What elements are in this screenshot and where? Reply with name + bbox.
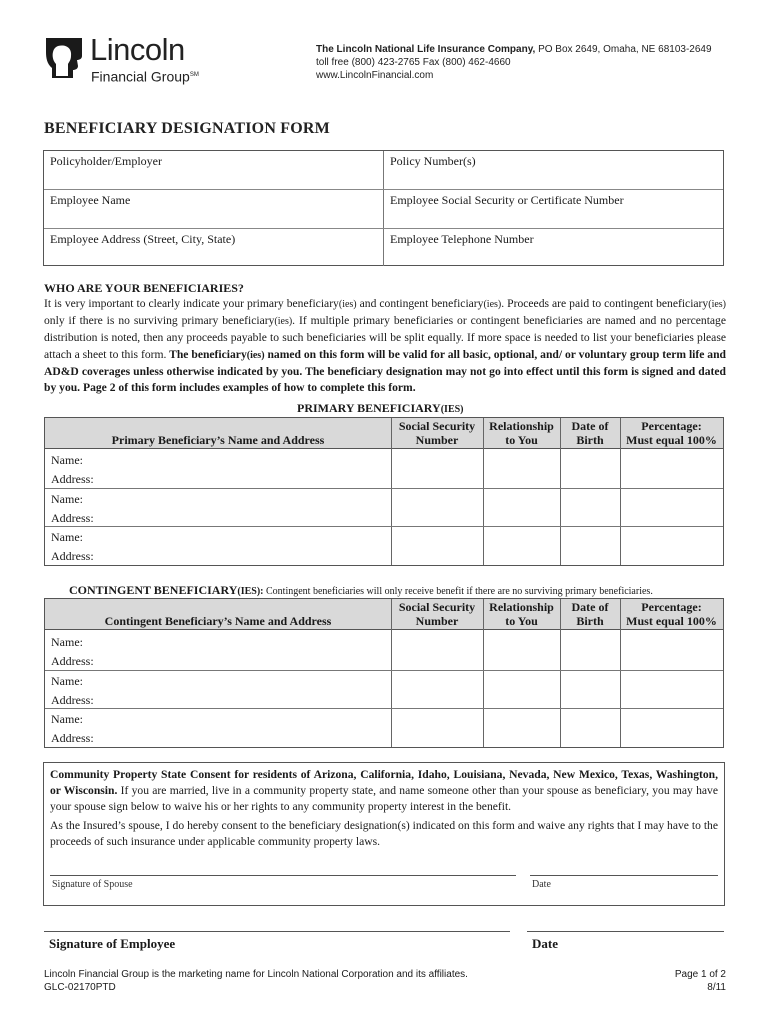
header-name-address: Contingent Beneficiary’s Name and Address xyxy=(104,614,332,628)
employee-signature-line[interactable] xyxy=(44,931,510,932)
employee-info-table xyxy=(43,150,724,266)
employee-phone-field[interactable]: Employee Telephone Number xyxy=(390,232,534,246)
header-ssn: Social Security Number xyxy=(398,419,476,447)
employee-date-label: Date xyxy=(532,936,558,951)
footer-right xyxy=(675,968,726,994)
spouse-date-line[interactable] xyxy=(530,875,718,876)
form-code: GLC-02170PTD xyxy=(44,982,116,993)
name-label: Name: xyxy=(51,453,83,467)
name-label: Name: xyxy=(51,712,83,726)
who-heading: WHO ARE YOUR BENEFICIARIES? xyxy=(44,281,244,295)
address-label: Address: xyxy=(51,693,94,707)
header-percentage: Percentage: Must equal 100% xyxy=(626,419,717,447)
employee-signature-label: Signature of Employee xyxy=(49,936,176,951)
address-label: Address: xyxy=(51,549,94,563)
address-label: Address: xyxy=(51,472,94,486)
table-row[interactable] xyxy=(45,630,723,668)
policyholder-field[interactable]: Policyholder/Employer xyxy=(44,151,384,189)
company-address xyxy=(316,43,712,82)
table-row[interactable] xyxy=(45,488,723,527)
header-ssn: Social Security Number xyxy=(398,600,476,628)
employee-date-line[interactable] xyxy=(527,931,724,932)
name-label: Name: xyxy=(51,530,83,544)
form-revision: 8/11 xyxy=(707,982,726,993)
form-title: BENEFICIARY DESIGNATION FORM xyxy=(44,120,330,137)
name-label: Name: xyxy=(51,674,83,688)
address-label: Address: xyxy=(51,654,94,668)
employee-name-field[interactable]: Employee Name xyxy=(44,190,384,228)
header-relationship: Relationship to You xyxy=(489,600,554,628)
info-row xyxy=(44,151,723,189)
logo-name: Lincoln xyxy=(90,32,185,67)
company-name: The Lincoln National Life Insurance Company, xyxy=(316,44,536,55)
footer-left xyxy=(44,968,468,994)
logo-group: Financial Group℠ xyxy=(91,68,199,85)
table-row[interactable] xyxy=(45,708,723,747)
contingent-beneficiary-title: CONTINGENT BENEFICIARY(IES): Contingent beneficiaries will only receive benefit if there are no surviving primary beneficiaries. xyxy=(69,583,653,597)
policy-number-field[interactable]: Policy Number(s) xyxy=(390,154,476,168)
employee-ssn-field[interactable]: Employee Social Security or Certificate Number xyxy=(390,193,624,207)
name-label: Name: xyxy=(51,492,83,506)
spouse-consent-paragraph: As the Insured’s spouse, I do hereby consent to the beneficiary designation(s) indicated on this form and waive any rights that I may have to the proceeds of such insurance under applicable community property laws. xyxy=(50,819,718,848)
spouse-signature-label: Signature of Spouse xyxy=(52,879,133,890)
info-row xyxy=(44,228,723,266)
page-number: Page 1 of 2 xyxy=(674,969,726,980)
spouse-date-label: Date xyxy=(532,879,551,890)
contingent-table-header xyxy=(45,599,723,630)
lincoln-profile-icon xyxy=(44,36,86,80)
table-row[interactable] xyxy=(45,670,723,709)
table-row[interactable] xyxy=(45,526,723,565)
footer-marketing-note: Lincoln Financial Group is the marketing name for Lincoln National Corporation and its affiliates. xyxy=(44,969,468,980)
community-property-paragraph: Community Property State Consent for residents of Arizona, California, Idaho, Louisiana, Nevada, New Mexico, Texas, Washington, or Wisconsin. If you are married, live in a community property state, and name someone other than your spouse as beneficiary, you may have your spouse sign below to waive his or her rights to any community property interest in the benefit. xyxy=(50,768,718,813)
name-label: Name: xyxy=(51,635,83,649)
address-label: Address: xyxy=(51,511,94,525)
company-phone: toll free (800) 423-2765 Fax (800) 462-4660 xyxy=(316,57,511,68)
community-property-consent xyxy=(43,762,725,906)
lincoln-logo xyxy=(44,34,224,84)
info-row xyxy=(44,189,723,228)
address-label: Address: xyxy=(51,731,94,745)
primary-table-header xyxy=(45,418,723,449)
contingent-beneficiary-table xyxy=(44,598,724,748)
primary-beneficiary-title: PRIMARY BENEFICIARY(IES) xyxy=(297,401,464,415)
header-percentage: Percentage: Must equal 100% xyxy=(626,600,717,628)
company-website[interactable]: www.LincolnFinancial.com xyxy=(316,70,434,81)
who-paragraph: It is very important to clearly indicate your primary beneficiary(ies) and contingent beneficiary(ies). Proceeds are paid to contingent beneficiary(ies) only if there is no surviving primary beneficiary(ies). If multiple primary beneficiaries or contingent beneficiaries are named and no percentage distribution is noted, then any proceeds payable to such beneficiaries will be split equally. If more space is needed to list your beneficiaries please attach a sheet to this form. The beneficiary(ies) named on this form will be valid for all basic, optional, and/ or voluntary group term life and AD&D coverages unless otherwise indicated by you. The beneficiary designation may not go into effect until this form is signed and dated by you. Page 2 of this form includes examples of how to complete this form. xyxy=(44,297,727,395)
employee-address-field[interactable]: Employee Address (Street, City, State) xyxy=(44,229,384,266)
primary-beneficiary-table xyxy=(44,417,724,566)
header-date-of-birth: Date of Birth xyxy=(571,419,609,447)
table-row[interactable] xyxy=(45,449,723,487)
spouse-signature-line[interactable] xyxy=(50,875,516,876)
header-date-of-birth: Date of Birth xyxy=(571,600,609,628)
header-relationship: Relationship to You xyxy=(489,419,554,447)
company-po-box: PO Box 2649, Omaha, NE 68103-2649 xyxy=(535,44,712,55)
header-name-address: Primary Beneficiary’s Name and Address xyxy=(111,433,325,447)
